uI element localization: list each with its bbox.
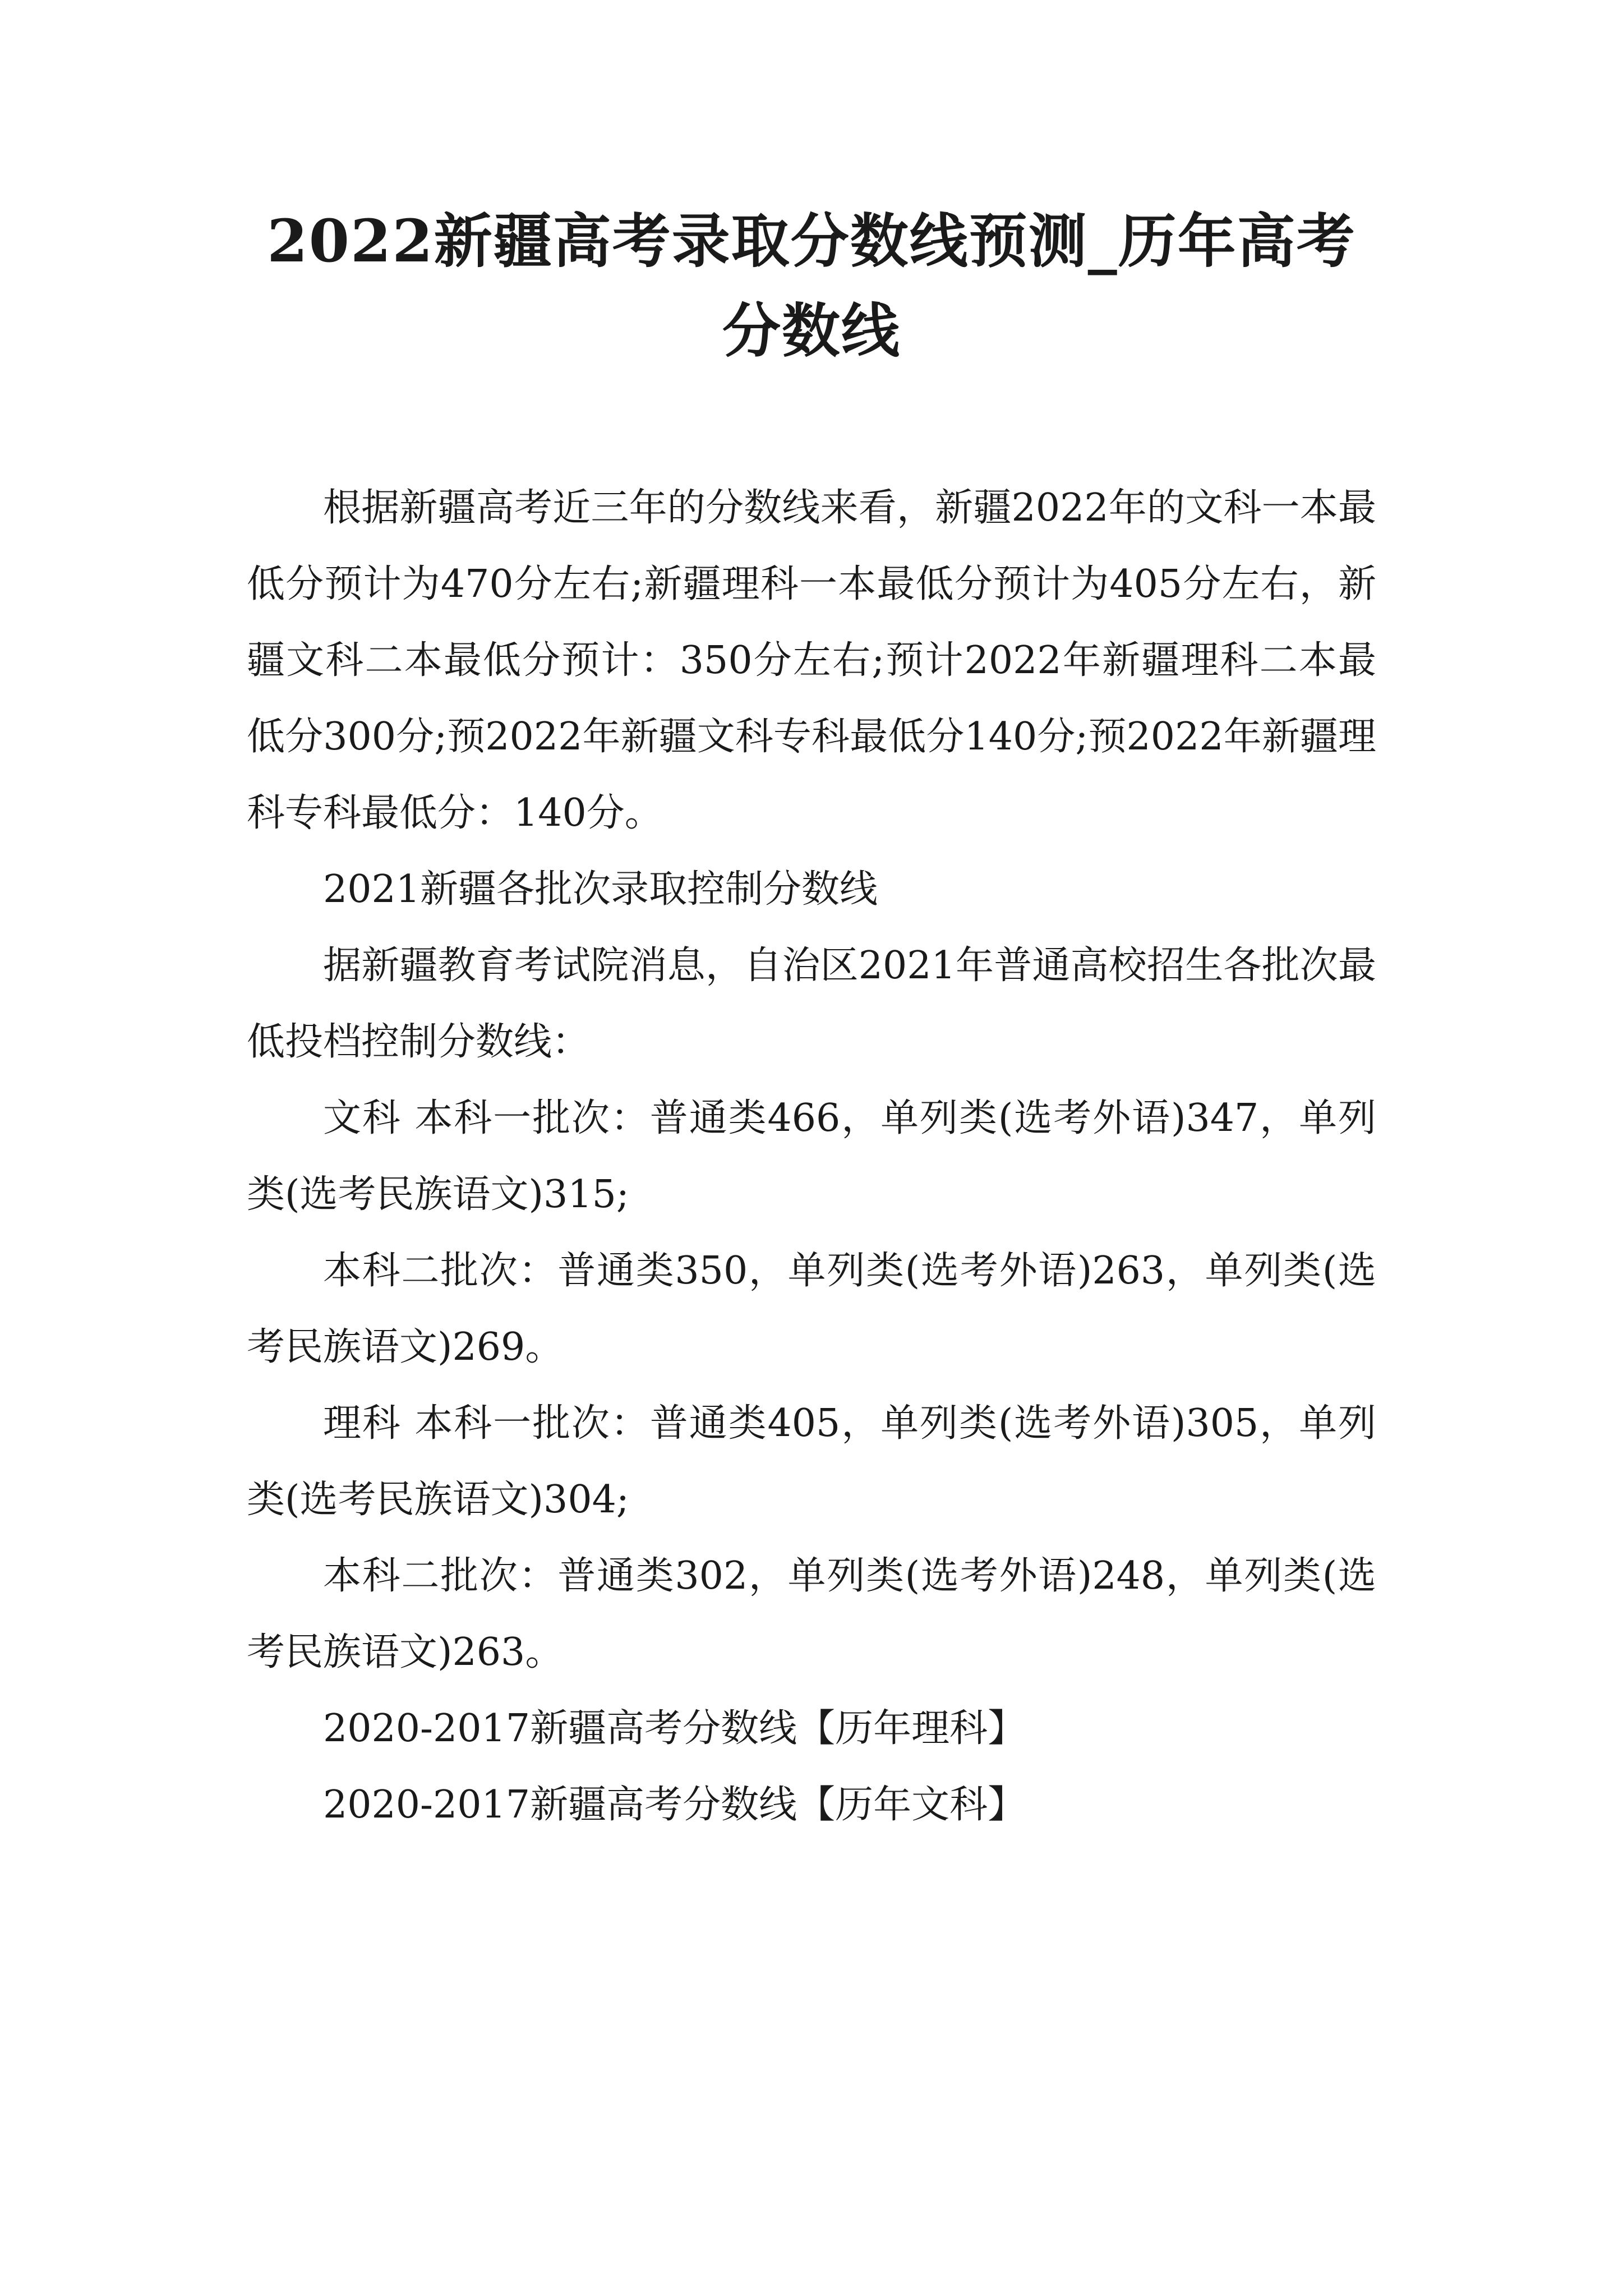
link-history-arts[interactable]: 2020-2017新疆高考分数线【历年文科】 [323,1783,1026,1827]
document-body [247,470,1376,1843]
paragraph-science-batch2: 本科二批次：普通类302，单列类(选考外语)248，单列类(选考民族语文)263。 [247,1554,1376,1674]
paragraph-arts-batch1: 文科 本科一批次：普通类466，单列类(选考外语)347，单列类(选考民族语文)315; [247,1096,1376,1217]
paragraph-forecast: 根据新疆高考近三年的分数线来看，新疆2022年的文科一本最低分预计为470分左右;新疆理科一本最低分预计为405分左右，新疆文科二本最低分预计：350分左右;预计2022年新疆理科二本最低分300分;预2022年新疆文科专科最低分140分;预2022年新疆理科专科最低分：140分。 [247,486,1376,835]
paragraph-2021-intro: 据新疆教育考试院消息，自治区2021年普通高校招生各批次最低投档控制分数线： [247,944,1376,1064]
paragraph-2021-heading: 2021新疆各批次录取控制分数线 [323,867,878,912]
link-history-science[interactable]: 2020-2017新疆高考分数线【历年理科】 [323,1706,1026,1751]
paragraph-arts-batch2: 本科二批次：普通类350，单列类(选考外语)263，单列类(选考民族语文)269。 [247,1249,1376,1369]
paragraph-science-batch1: 理科 本科一批次：普通类405，单列类(选考外语)305，单列类(选考民族语文)304; [247,1401,1376,1522]
document-title: 2022新疆高考录取分数线预测_历年高考分数线 [267,206,1356,365]
